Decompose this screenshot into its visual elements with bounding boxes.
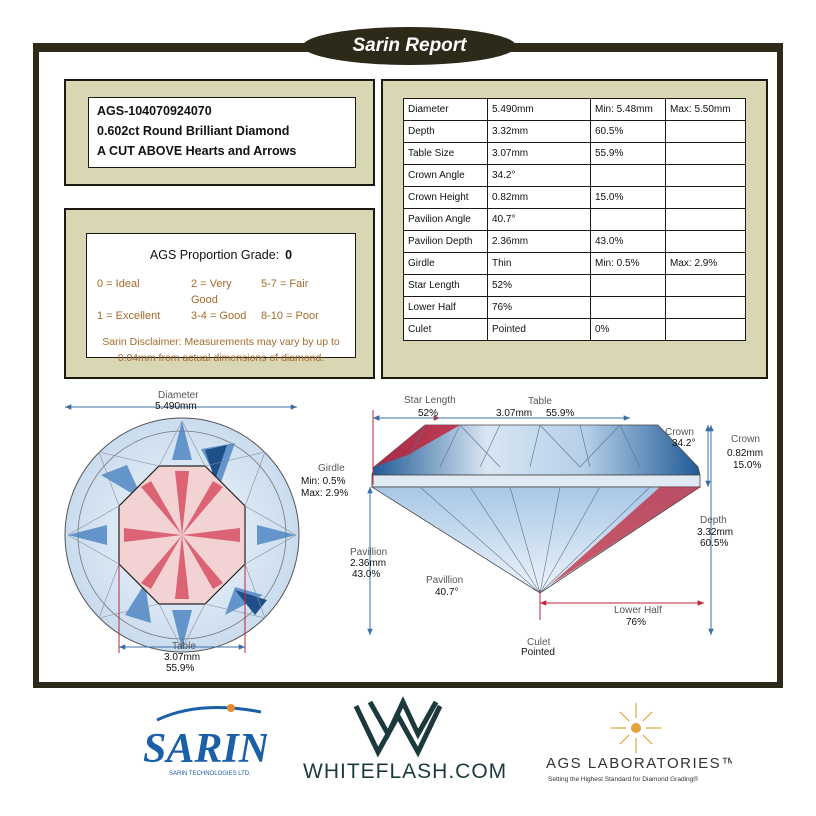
side-star-length-value: 52% <box>418 408 439 419</box>
measurement-value <box>666 187 746 209</box>
diamond-description: 0.602ct Round Brilliant Diamond <box>97 124 290 138</box>
report-title: Sarin Report <box>303 27 516 65</box>
measurement-value: Max: 2.9% <box>666 253 746 275</box>
measurement-value: 52% <box>488 275 591 297</box>
measurement-row <box>404 187 746 209</box>
measurement-value <box>591 209 666 231</box>
measurement-row <box>404 165 746 187</box>
girdle-max: Max: 2.9% <box>301 488 349 499</box>
depth-pct: 60.5% <box>700 538 729 549</box>
girdle-label: Girdle <box>318 463 345 474</box>
measurement-value: Pointed <box>488 319 591 341</box>
side-crown-label: Crown <box>731 434 760 445</box>
measurement-label: Diameter <box>404 99 488 121</box>
side-star-length-label: Star Length <box>404 395 456 406</box>
culet-value: Pointed <box>521 647 555 658</box>
measurements-table <box>403 98 746 341</box>
measurement-label: Depth <box>404 121 488 143</box>
top-view-diagram <box>55 385 315 680</box>
measurement-row <box>404 253 746 275</box>
measurement-value <box>666 297 746 319</box>
measurement-value: 3.07mm <box>488 143 591 165</box>
report-number: AGS-104070924070 <box>97 104 212 118</box>
measurement-row <box>404 275 746 297</box>
measurement-value: 3.32mm <box>488 121 591 143</box>
lower-half-value: 76% <box>626 617 647 628</box>
measurement-value <box>666 319 746 341</box>
measurement-value: Max: 5.50mm <box>666 99 746 121</box>
measurement-value: 0% <box>591 319 666 341</box>
top-diameter-value: 5.490mm <box>155 401 197 412</box>
measurement-value <box>666 231 746 253</box>
top-table-mm: 3.07mm <box>164 652 201 663</box>
identity-box <box>88 97 356 168</box>
girdle-min: Min: 0.5% <box>301 476 346 487</box>
ags-logo <box>540 698 732 788</box>
measurement-label: Culet <box>404 319 488 341</box>
grade-label: AGS Proportion Grade: <box>149 248 280 262</box>
measurement-value <box>591 297 666 319</box>
measurement-row <box>404 143 746 165</box>
measurement-value: Thin <box>488 253 591 275</box>
measurement-row <box>404 121 746 143</box>
disclaimer-line: 0.04mm from actual dimensions of diamond. <box>117 352 325 364</box>
side-crown-angle: 34.2° <box>672 438 696 449</box>
measurement-value: Min: 5.48mm <box>591 99 666 121</box>
grade-box <box>86 233 356 364</box>
scale-item: 0 = Ideal <box>97 278 140 290</box>
scale-item: 3-4 = Good <box>191 310 247 322</box>
scale-item: 1 = Excellent <box>97 310 161 322</box>
measurement-value: 40.7° <box>488 209 591 231</box>
side-crown-pct: 15.0% <box>733 460 762 471</box>
lower-half-label: Lower Half <box>614 605 662 616</box>
grade-value: 0 <box>285 248 293 262</box>
measurement-value: 15.0% <box>591 187 666 209</box>
svg-text:Setting the Highest Standard f: Setting the Highest Standard for Diamond Grading® <box>548 776 699 783</box>
measurement-value: 34.2° <box>488 165 591 187</box>
top-table-pct: 55.9% <box>166 663 195 674</box>
scale-item: 5-7 = Fair <box>261 278 309 290</box>
measurement-label: Girdle <box>404 253 488 275</box>
measurement-value <box>591 275 666 297</box>
measurement-label: Crown Height <box>404 187 488 209</box>
top-diameter-label: Diameter <box>158 390 199 401</box>
side-table-mm: 3.07mm <box>496 408 533 419</box>
measurement-value: 2.36mm <box>488 231 591 253</box>
culet-label: Culet <box>527 637 551 648</box>
measurement-row <box>404 319 746 341</box>
pavilion-depth-label: Pavillion <box>350 547 388 558</box>
measurement-value: 43.0% <box>591 231 666 253</box>
measurement-value: 0.82mm <box>488 187 591 209</box>
pavilion-angle: 40.7° <box>435 587 459 598</box>
measurement-value: 5.490mm <box>488 99 591 121</box>
measurement-value: 55.9% <box>591 143 666 165</box>
measurement-value <box>666 143 746 165</box>
measurement-value: Min: 0.5% <box>591 253 666 275</box>
measurement-value <box>666 209 746 231</box>
pavilion-depth-pct: 43.0% <box>352 569 381 580</box>
scale-item: 8-10 = Poor <box>261 310 319 322</box>
measurement-row <box>404 209 746 231</box>
identity-panel <box>64 79 375 186</box>
side-table-label: Table <box>528 396 552 407</box>
sarin-disclaimer <box>87 334 355 366</box>
measurement-value <box>591 165 666 187</box>
measurements-panel <box>381 79 768 379</box>
svg-text:SARIN TECHNOLOGIES LTD.: SARIN TECHNOLOGIES LTD. <box>169 771 251 777</box>
pavilion-depth-mm: 2.36mm <box>350 558 387 569</box>
disclaimer-line: Sarin Disclaimer: Measurements may vary by up to <box>102 336 340 348</box>
depth-label: Depth <box>700 515 727 526</box>
measurement-value <box>666 121 746 143</box>
measurement-value: 76% <box>488 297 591 319</box>
whiteflash-logo <box>298 694 508 786</box>
measurement-label: Star Length <box>404 275 488 297</box>
measurement-value: 60.5% <box>591 121 666 143</box>
measurement-label: Pavilion Depth <box>404 231 488 253</box>
measurement-value <box>666 275 746 297</box>
brand-name: A CUT ABOVE Hearts and Arrows <box>97 144 297 158</box>
side-table-pct: 55.9% <box>546 408 575 419</box>
measurement-label: Lower Half <box>404 297 488 319</box>
measurement-label: Crown Angle <box>404 165 488 187</box>
pavilion-angle-label: Pavillion <box>426 575 464 586</box>
measurement-value <box>666 165 746 187</box>
measurement-label: Pavilion Angle <box>404 209 488 231</box>
side-crown-mm: 0.82mm <box>727 448 764 459</box>
svg-text:WHITEFLASH.COM: WHITEFLASH.COM <box>303 760 508 783</box>
side-crown-angle-label: Crown <box>665 427 694 438</box>
measurement-row <box>404 99 746 121</box>
svg-text:AGS LABORATORIES™: AGS LABORATORIES™ <box>546 755 732 772</box>
depth-mm: 3.32mm <box>697 527 734 538</box>
grade-scale <box>97 276 355 324</box>
svg-text:SARIN: SARIN <box>143 726 267 772</box>
scale-item: 2 = Very Good <box>191 278 232 306</box>
top-table-label: Table <box>172 641 196 652</box>
grade-panel <box>64 208 375 379</box>
sarin-logo <box>139 700 267 780</box>
measurement-label: Table Size <box>404 143 488 165</box>
grade-heading <box>87 248 355 262</box>
measurement-row <box>404 297 746 319</box>
measurement-row <box>404 231 746 253</box>
